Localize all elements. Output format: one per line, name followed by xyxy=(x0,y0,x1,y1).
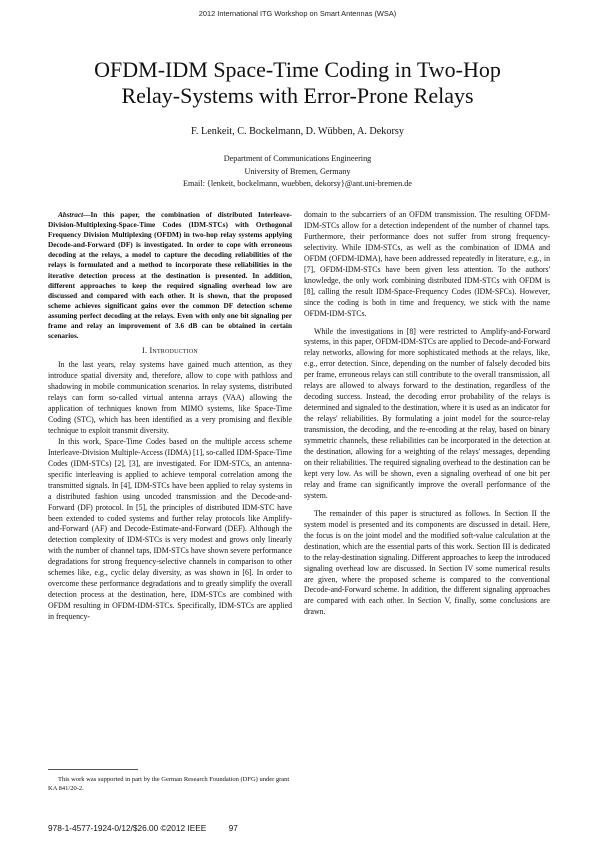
paragraph-1: In the last years, relay systems have gained much attention, as they introduce spatial diversity and, therefore, allow to cope with pathloss and shadowing in mobile communication scenarios. In relay systems, distributed relays can form so-called virtual antenna arrays (VAA) allowing the application of techniques known from MIMO systems, like Space-Time Coding (STC), which has been identified as a very promising and flexible technique to exploit transmit diversity. xyxy=(48,360,292,435)
affiliation-university: University of Bremen, Germany xyxy=(244,166,351,176)
left-column xyxy=(48,210,292,623)
affiliation-email: Email: {lenkeit, bockelmann, wuebben, dekorsy}@ant.uni-bremen.de xyxy=(183,179,412,188)
title-line-1: OFDM-IDM Space-Time Coding in Two-Hop xyxy=(94,57,501,82)
section-heading-introduction xyxy=(48,346,292,357)
paragraph-2: In this work, Space-Time Codes based on the multiple access scheme Interleave-Division Multiple-Access (IDMA) [1], so-called IDM-Space-Time Codes (IDM-STCs) [2], [3], are investigated. For IDM-STCs, an antenna-specific interleaving is applied to achieve temporal correlation among the transmitted signals. In [4], IDM-STCs have been applied to relay systems in a distributed fashion using uncoded transmission and the Decode-and-Forward (DF) protocol. In [5], the principles of distributed IDM-STC have been extended to coded systems and further relay protocols like Amplify-and-Forward (AF) and Decode-Estimate-and-Forward (DEF). Although the detection complexity of IDM-STCs is very modest and grows only linearly with the number of channel taps, IDM-STCs have shown severe performance degradations for strong frequency-selective channels in comparison to other schemes like, e.g., cyclic delay diversity, as was shown in [6]. In order to overcome these performance degradations and to greatly simplify the overall detection process at the destination, here, IDM-STCs are combined with OFDM resulting in OFDM-IDM-STCs. Specifically, IDM-STCs are applied in frequency- xyxy=(48,436,292,622)
abstract-label: Abstract xyxy=(58,210,84,219)
page-number: 97 xyxy=(228,823,238,833)
footnote xyxy=(48,775,292,793)
abstract xyxy=(48,210,292,341)
right-column xyxy=(304,210,550,618)
title-line-2: Relay-Systems with Error-Prone Relays xyxy=(121,83,474,108)
paragraph-4: While the investigations in [8] were restricted to Amplify-and-Forward systems, in this paper, OFDM-IDM-STCs are applied to Decode-and-Forward relay networks, allowing for more sophisticated methods at the relays, like, e.g., error detection. Since, depending on the number of falsely decoded bits per frame, erroneous relays can still contribute to the overall transmission, all relays are allowed to always forward to the destination, regardless of the decoding success. Instead, the decoding error probability of the relays is determined and signaled to the destination, where it is used as an indicator for the relays' reliabilities. By formulating a joint model for the source-relay transmission, the decoding, and the re-encoding at the relay, based on binary symmetric channels, these reliabilities can be incorporated in the detection at the destination, allowing for a weighting of the relays' messages, depending on their reliabilities. The required signaling overhead to the destination can be kept very low. As will be shown, even a signaling overhead of one bit per relay and frame can significantly improve the overall performance of the system. xyxy=(304,326,550,500)
affiliation-block xyxy=(0,153,595,191)
section-number: I. xyxy=(142,346,148,356)
paragraph-5: The remainder of this paper is structured as follows. In Section II the system model is presented and its components are discussed in detail. Here, the focus is on the joint model and the modified soft-value calculation at the destination, which are the essential parts of this work. Section III is dedicated to the relay-destination signaling. Different approaches to keep the introduced signaling overhead low are discussed. In Section IV some numerical results are given, where the proposed scheme is compared to the conventional Decode-and-Forward scheme. In addition, the different signaling approaches are compared with each other. In Section V, finally, some conclusions are drawn. xyxy=(304,508,550,617)
footnote-rule xyxy=(48,769,138,770)
footnote-text: This work was supported in part by the German Research Foundation (DFG) under grant KA 841/20-2. xyxy=(48,776,290,792)
author-list: F. Lenkeit, C. Bockelmann, D. Wübben, A. Dekorsy xyxy=(191,126,404,137)
isbn-copyright: 978-1-4577-1924-0/12/$26.00 ©2012 IEEE xyxy=(48,823,207,833)
page-footer xyxy=(48,823,238,833)
workshop-header: 2012 International ITG Workshop on Smart Antennas (WSA) xyxy=(198,9,397,18)
affiliation-department: Department of Communications Engineering xyxy=(223,154,372,163)
abstract-text: —In this paper, the combination of distributed Interleave-Division-Multiplexing-Space-Time Codes (IDM-STCs) with Orthogonal Frequency Division Multiplexing (OFDM) in two-hop relay systems applying Decode-and-Forward (DF) is investigated. In order to cope with erroneous decoding at the relays, a model to capture the decoding reliabilities of the relays is formulated and a method to incorporate these reliabilities in the iterative detection process at the destination is presented. In addition, different approaches to keep the required signaling overhead low are discussed and compared with each other. It is shown, that the proposed scheme achieves significant gains over the common DF detection scheme assuming perfect decoding at the relays. Even with only one bit signaling per frame and relay an improvement of 3.6 dB can be obtained in certain scenarios. xyxy=(48,210,292,341)
paper-title xyxy=(40,57,555,109)
section-title: Introduction xyxy=(149,346,198,356)
paragraph-3-continued: domain to the subcarriers of an OFDM transmission. The resulting OFDM-IDM-STCs allow for a detection independent of the number of channel taps. Furthermore, their performance does not suffer from strong frequency-selectivity. While IDM-STCs, as well as the combination of IDMA and OFDM (OFDM-IDMA), have been addressed repeatedly in literature, e.g., in [7], OFDM-IDM-STCs have been given less attention. To the authors' knowledge, the only work combining distributed IDM-STCs with OFDM is [8], calling the result IDM-Space-Frequency Codes (IDM-SFCs). However, since the coding is both in time and frequency, we stick with the name OFDM-IDM-STCs. xyxy=(304,210,550,318)
